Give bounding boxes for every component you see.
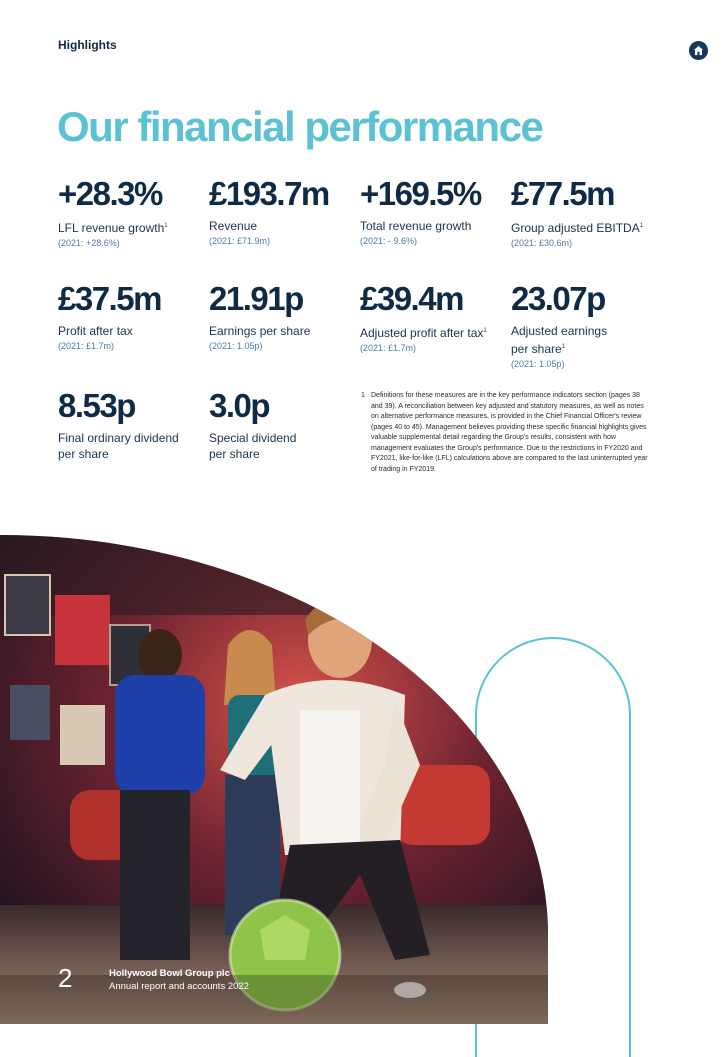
home-icon (693, 45, 704, 56)
footnote-marker: 1 (561, 344, 566, 350)
kpi-prior-year: (2021: £1.7m) (360, 343, 417, 353)
home-button[interactable] (689, 41, 708, 60)
kpi-prior-year: (2021: - 9.6%) (360, 236, 418, 246)
page-number: 2 (58, 963, 73, 993)
kpi-value: +169.5% (360, 175, 481, 212)
kpi-label: Adjusted profit after tax$^1$ (360, 326, 487, 340)
footer-document: Annual report and accounts 2022 (109, 981, 249, 992)
kpi-total-revenue-growth (360, 176, 510, 246)
section-label: Highlights (58, 38, 117, 52)
kpi-special-dividend (209, 388, 314, 462)
footnote-marker: 1 (639, 223, 644, 229)
kpi-value: 8.53p (58, 387, 135, 424)
kpi-value: £37.5m (58, 280, 161, 317)
kpi-prior-year: (2021: £1.7m) (58, 341, 115, 351)
kpi-prior-year: (2021: £71.9m) (209, 236, 271, 246)
kpi-label: Special dividend per share (209, 431, 297, 461)
kpi-label: LFL revenue growth$^1$ (58, 221, 168, 235)
kpi-profit-after-tax (58, 281, 208, 351)
kpi-lfl-revenue-growth (58, 176, 208, 248)
footnote-marker: 1 (483, 328, 487, 334)
kpi-adjusted-profit-after-tax (360, 281, 510, 353)
kpi-label: Revenue (209, 219, 258, 233)
kpi-prior-year: (2021: +28.6%) (58, 238, 120, 248)
kpi-revenue (209, 176, 359, 246)
kpi-value: 3.0p (209, 387, 270, 424)
kpi-label: Profit after tax (58, 324, 133, 338)
footer (109, 967, 249, 993)
kpi-final-ordinary-dividend (58, 388, 193, 462)
kpi-value: £193.7m (209, 175, 329, 212)
kpi-value: +28.3% (58, 175, 162, 212)
kpi-prior-year: (2021: £30.6m) (511, 238, 573, 248)
footnote-text: Definitions for these measures are in the key performance indicators section (pages 38 and 39). A reconciliation between key adjusted and statutory measures, as well as notes on alternative performance measures, is provided in the Chief Financial Officer's review (pages 40 to 45). Management believes providing these specific financial highlights gives valuable supplemental detail regarding the Group's results, consistent with how management evaluates the Group's performance. Due to the restrictions in FY2020 and FY2021, like-for-like (LFL) calculations above are compared to the last uninterrupted year of trading in FY2019. (371, 392, 648, 473)
kpi-earnings-per-share (209, 281, 359, 351)
kpi-value: £39.4m (360, 280, 463, 317)
footer-company: Hollywood Bowl Group plc (109, 968, 230, 979)
kpi-label: Earnings per share (209, 324, 311, 338)
kpi-label: Final ordinary dividend per share (58, 431, 179, 461)
kpi-value: 21.91p (209, 280, 303, 317)
kpi-label: Adjusted earnings per share$^1$ (511, 324, 608, 356)
page-title: Our financial performance (57, 103, 543, 150)
kpi-prior-year: (2021: 1.05p) (209, 341, 263, 351)
bowling-photo (0, 535, 548, 1024)
footnote (361, 391, 653, 475)
kpi-value: £77.5m (511, 175, 614, 212)
kpi-label: Total revenue growth (360, 219, 472, 233)
kpi-prior-year: (2021: 1.05p) (511, 359, 565, 369)
kpi-adjusted-earnings-per-share (511, 281, 621, 369)
footnote-number: 1 (361, 392, 365, 399)
kpi-group-adjusted-ebitda (511, 176, 661, 248)
footnote-marker: 1 (164, 223, 168, 229)
kpi-label: Group adjusted EBITDA$^1$ (511, 221, 644, 235)
kpi-value: 23.07p (511, 280, 605, 317)
